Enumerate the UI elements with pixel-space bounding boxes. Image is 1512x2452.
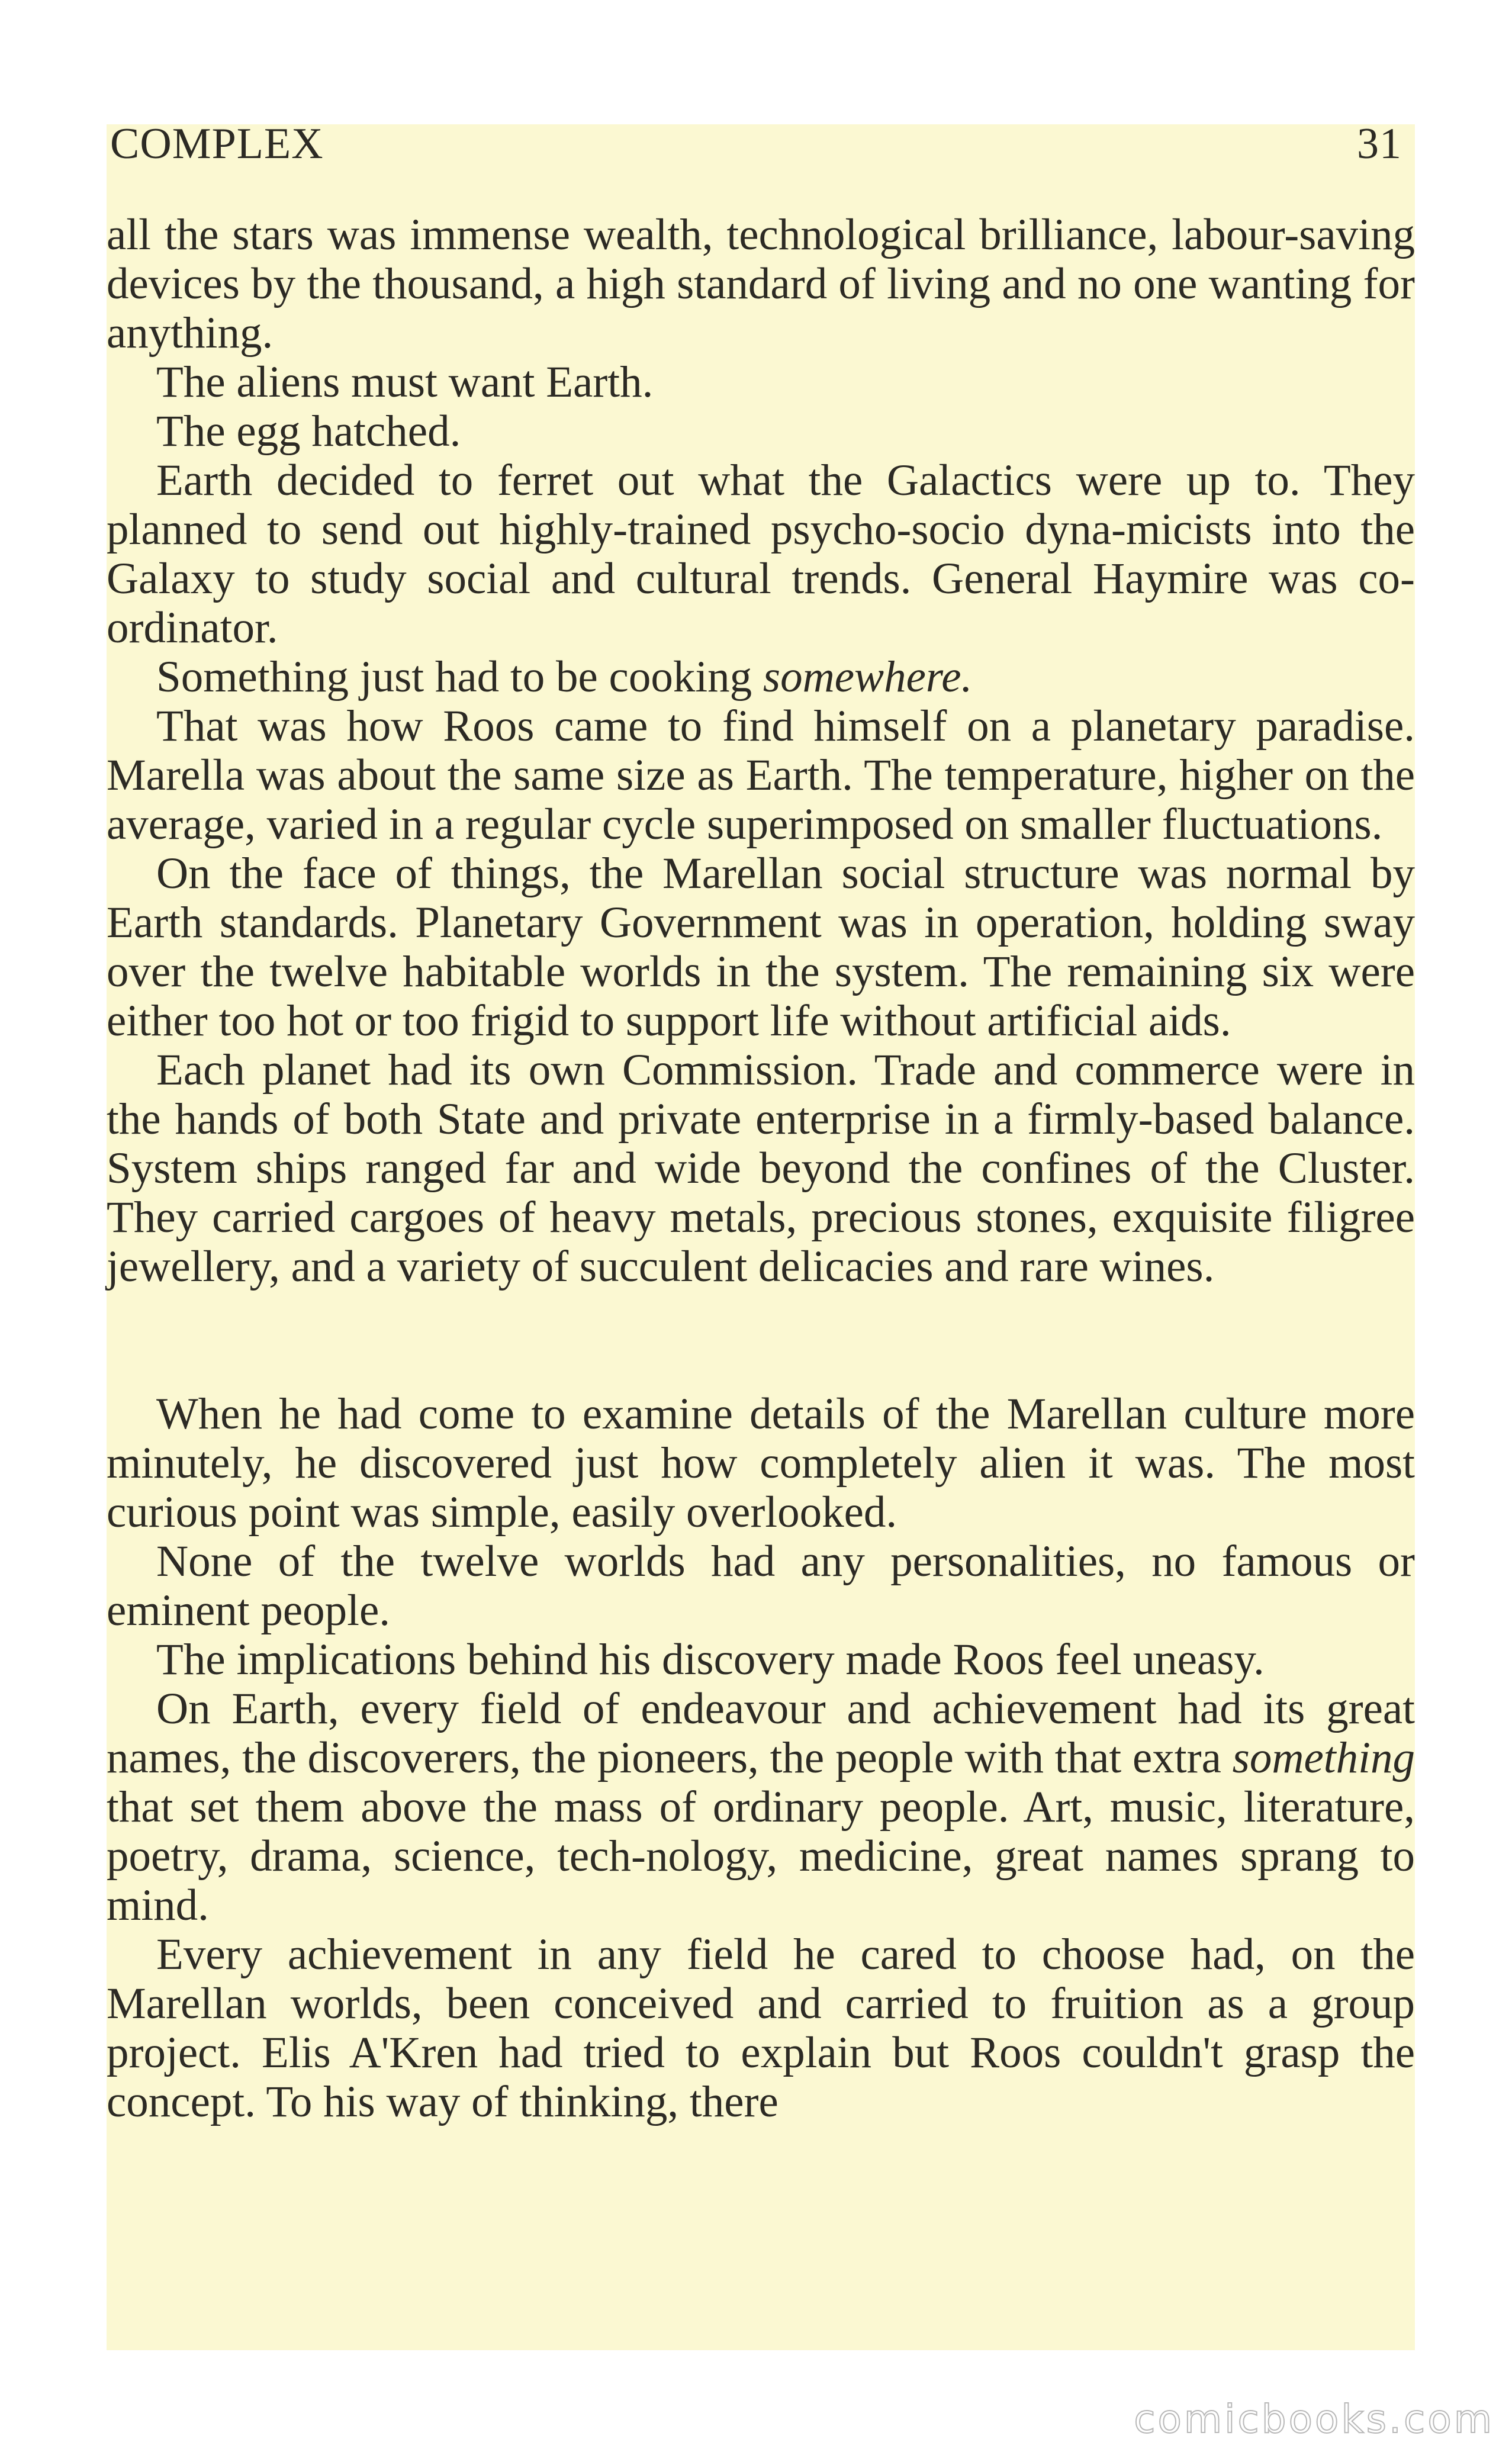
chapter-title: COMPLEX [110, 120, 324, 168]
page-number: 31 [1357, 120, 1402, 168]
paragraph-text: On Earth, every field of endeavour and achievement had its great names, the discoverers, the pioneers, the people with that extra [107, 1684, 1415, 1782]
paragraph [107, 1684, 1415, 1930]
paragraph-text: On the face of things, the Marellan social structure was normal by Earth standards. Planetary Government was in operation, holding sway over the twelve habitable worlds in the system. The remaining six were either too hot or too frigid to support life without artificial aids. [107, 849, 1415, 1045]
paragraph-text: The egg hatched. [156, 407, 461, 456]
paragraph-text: The implications behind his discovery made Roos feel uneasy. [156, 1635, 1265, 1684]
paragraph [107, 1045, 1415, 1291]
paragraph [107, 210, 1415, 358]
watermark: comicbooks.com [1134, 2396, 1494, 2442]
paragraph [107, 407, 1415, 456]
paragraph-text: The aliens must want Earth. [156, 358, 654, 407]
paragraph-text: Every achievement in any field he cared to choose had, on the Marellan worlds, been conceived and carried to fruition as a group project. Elis A'Kren had tried to explain but Roos couldn't grasp the concept. To his way of thinking, there [107, 1930, 1415, 2126]
paragraph-text: That was how Roos came to find himself on a planetary paradise. Marella was about the same size as Earth. The temperature, higher on the average, varied in a regular cycle superimposed on smaller fluctuations. [107, 702, 1415, 849]
paragraph-text: Earth decided to ferret out what the Galactics were up to. They planned to send out highly-trained psycho-socio dyna-micists into the Galaxy to study social and cultural trends. General Haymire was co-ordinator. [107, 456, 1415, 652]
text-section-2 [107, 1389, 1415, 2126]
paragraph [107, 1930, 1415, 2126]
paragraph [107, 358, 1415, 407]
paragraph [107, 702, 1415, 849]
running-head [107, 111, 1415, 176]
paragraph [107, 652, 1415, 702]
paragraph-text: None of the twelve worlds had any personalities, no famous or eminent people. [107, 1537, 1415, 1635]
paragraph-text: that set them above the mass of ordinary people. Art, music, literature, poetry, drama, science, tech-nology, medicine, great names sprang to mind. [107, 1782, 1415, 1930]
paragraph [107, 1635, 1415, 1684]
paragraph-text: all the stars was immense wealth, technological brilliance, labour-saving devices by the thousand, a high standard of living and no one wanting for anything. [107, 210, 1415, 358]
paragraph [107, 849, 1415, 1045]
paragraph-text: Each planet had its own Commission. Trade and commerce were in the hands of both State and private enterprise in a firmly-based balance. System ships ranged far and wide beyond the confines of the Cluster. They carried cargoes of heavy metals, precious stones, exquisite filigree jewellery, and a variety of succulent delicacies and rare wines. [107, 1045, 1415, 1291]
paragraph [107, 1389, 1415, 1537]
italic-text: somewhere. [763, 652, 973, 702]
paragraph-text: Something just had to be cooking [156, 652, 763, 702]
paragraph-text: When he had come to examine details of the Marellan culture more minutely, he discovered just how completely alien it was. The most curious point was simple, easily overlooked. [107, 1389, 1415, 1537]
text-section-1 [107, 210, 1415, 1291]
italic-text: something [1232, 1733, 1415, 1782]
paragraph [107, 456, 1415, 652]
paragraph [107, 1537, 1415, 1635]
body-text [107, 210, 1415, 2126]
